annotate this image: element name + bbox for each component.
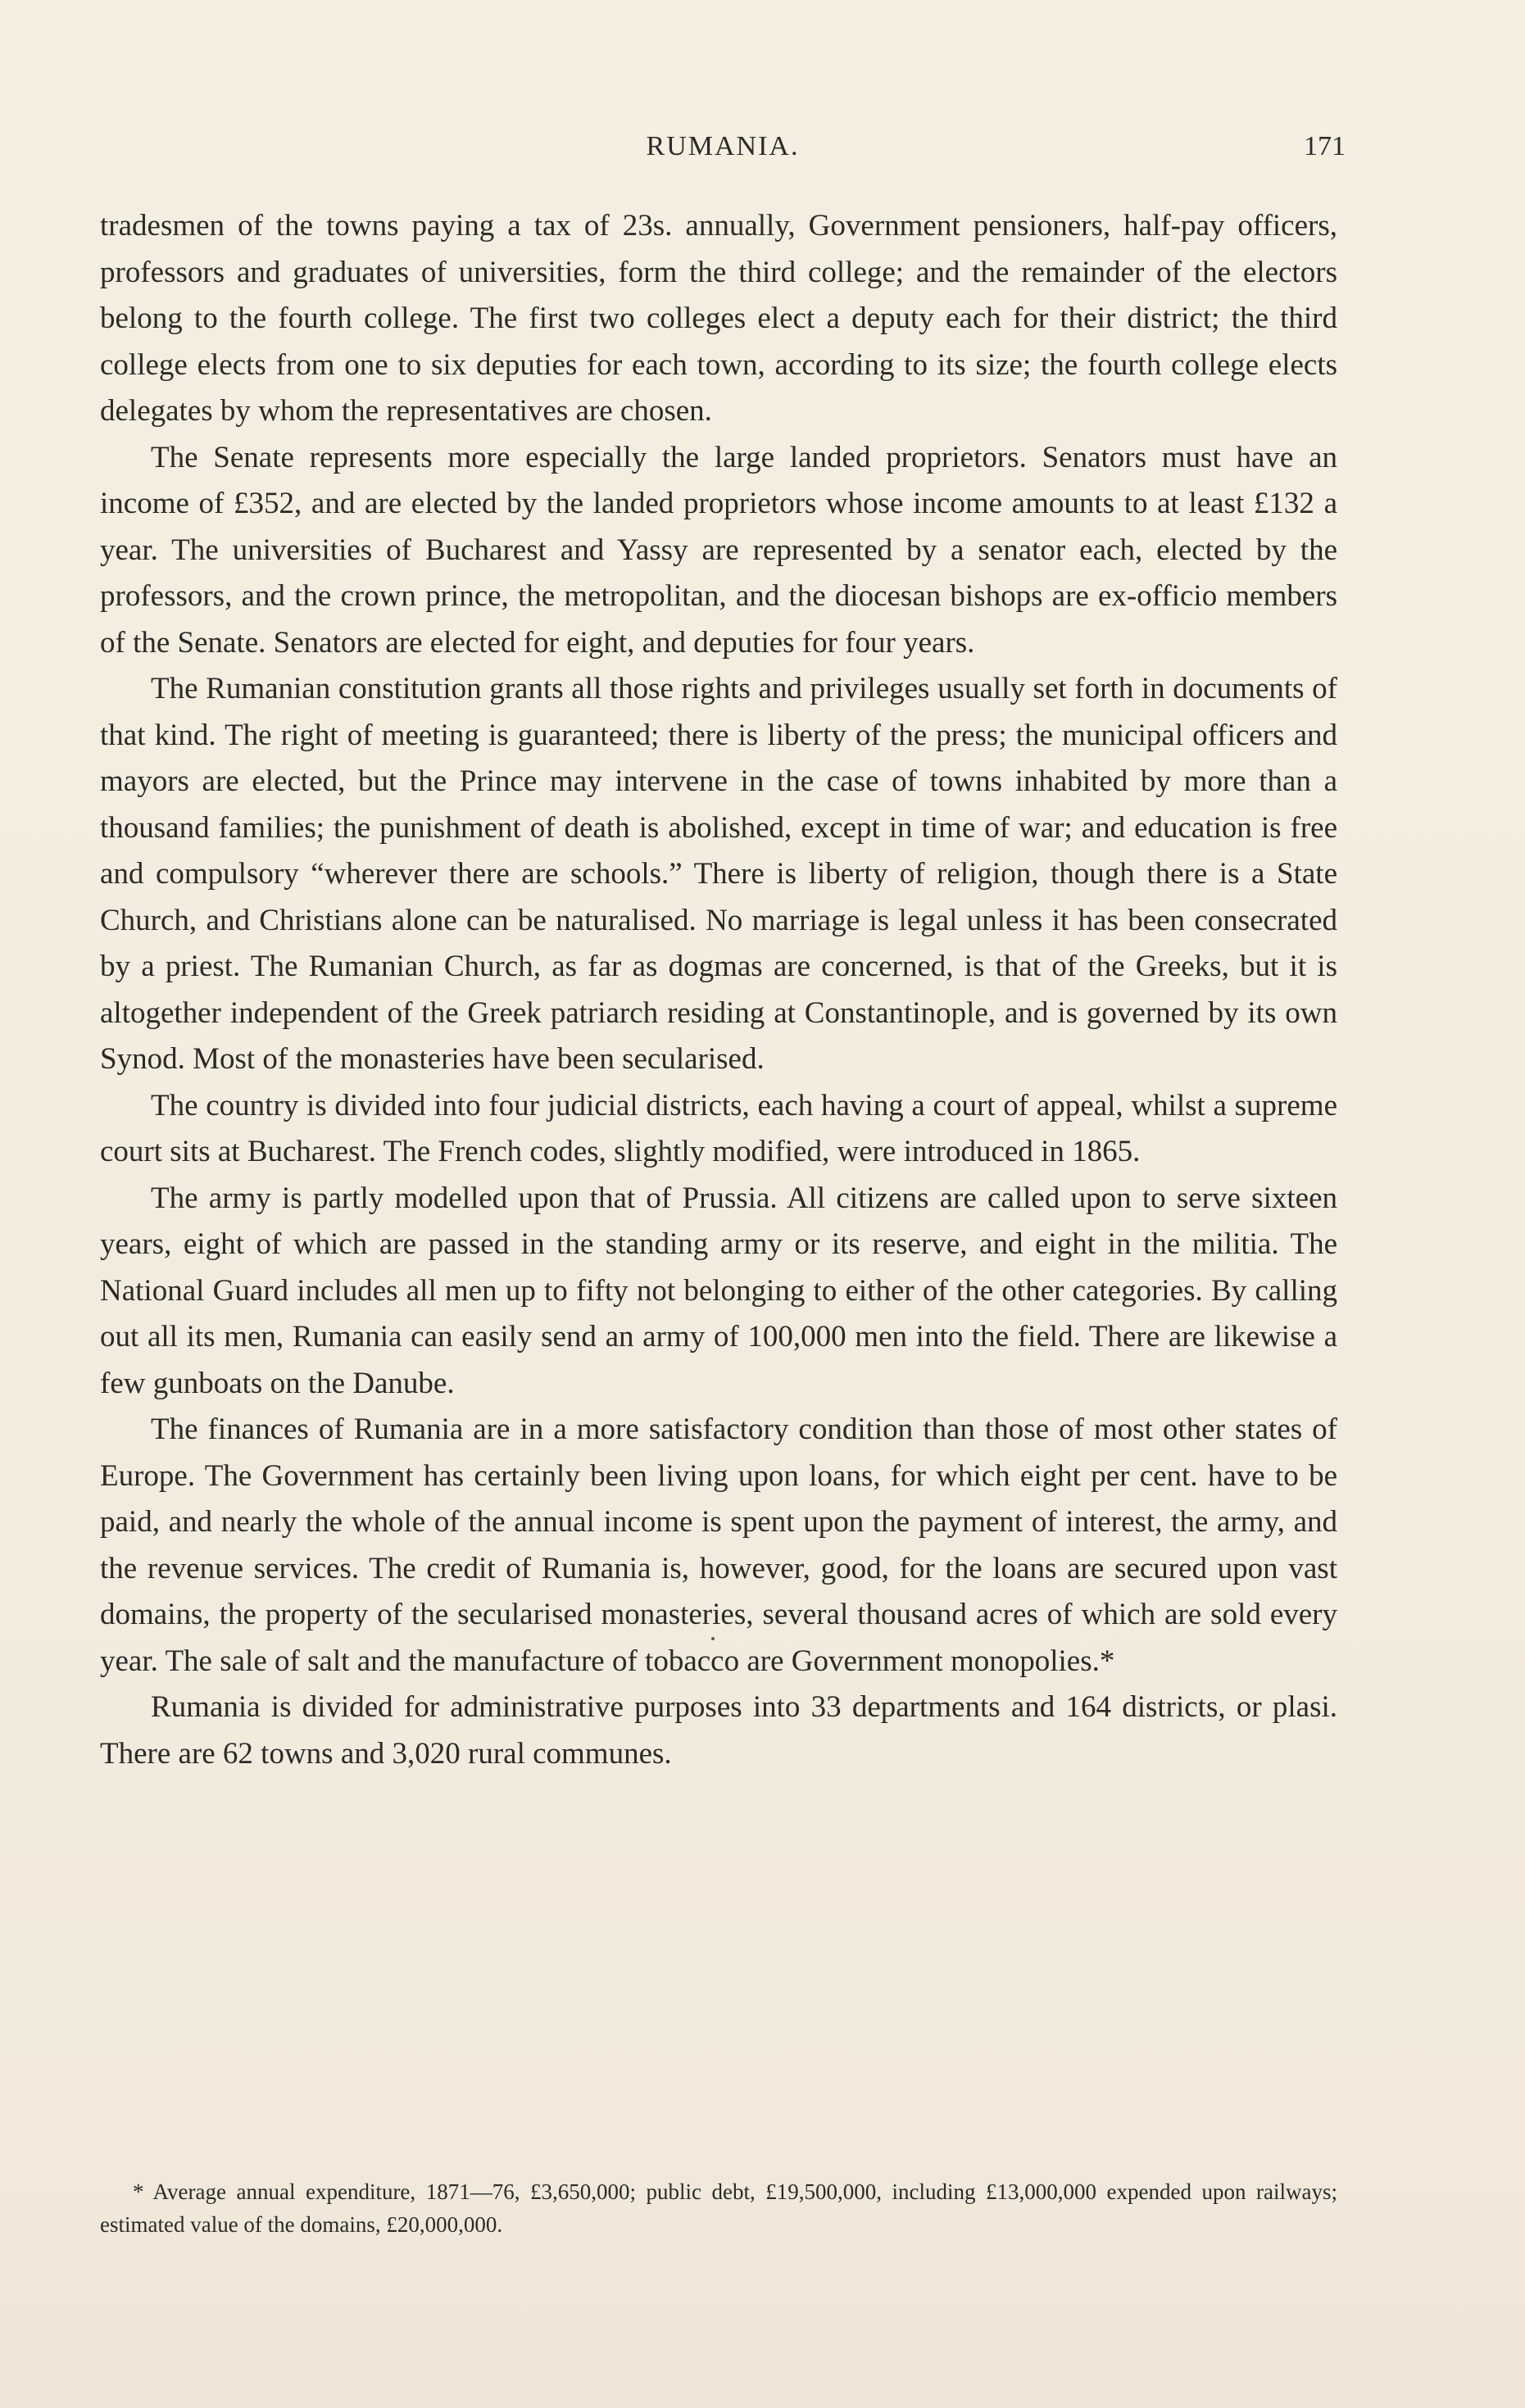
paragraph-5: The army is partly modelled upon that of Prussia. All citizens are called upon to serve sixteen years, eight of which are passed in the standing army or its reserve, and eight in the militia. The National Guard includes all men up to fifty not belonging to either of the other categories. By calling out all its men, Rumania can easily send an army of 100,000 men into the field. There are likewise a few gunboats on the Danube. bbox=[100, 1181, 1337, 1400]
paragraph-4: The country is divided into four judicial districts, each having a court of appeal, whilst a supreme court sits at Bucharest. The French codes, slightly modified, were introduced in 1865. bbox=[100, 1088, 1337, 1168]
page-header bbox=[100, 131, 1346, 172]
paragraph-6: The finances of Rumania are in a more satisfactory condition than those of most other states of Europe. The Government has certainly been living upon loans, for which eight per cent. have to be paid, and nearly the whole of the annual income is spent upon the payment of interest, the army, and the revenue services. The credit of Rumania is, however, good, for the loans are secured upon vast domains, the property of the secularised monasteries, several thousand acres of which are sold every year. The sale of salt and the manufacture of tobacco are Government monopolies.* bbox=[100, 1413, 1337, 1678]
paragraph-2: The Senate represents more especially the large landed proprietors. Senators must have an income of £352, and are elected by the landed proprietors whose income amounts to at least £132 a year. The universities of Bucharest and Yassy are represented by a senator each, elected by the professors, and the crown prince, the metropolitan, and the diocesan bishops are ex-officio members of the Senate. Senators are elected for eight, and deputies for four years. bbox=[100, 440, 1337, 660]
paragraph-7: Rumania is divided for administrative purposes into 33 departments and 164 districts, or plasi. There are 62 towns and 3,020 rural communes. bbox=[100, 1690, 1337, 1771]
paragraph-3: The Rumanian constitution grants all those rights and privileges usually set forth in documents of that kind. The right of meeting is guaranteed; there is liberty of the press; the municipal officers and mayors are elected, but the Prince may intervene in the case of towns inhabited by more than a thousand families; the punishment of death is abolished, except in time of war; and education is free and compulsory “wherever there are schools.” There is liberty of religion, though there is a State Church, and Christians alone can be naturalised. No marriage is legal unless it has been consecrated by a priest. The Rumanian Church, as far as dogmas are concerned, is that of the Greeks, but it is altogether independent of the Greek patriarch residing at Constantinople, and is governed by its own Synod. Most of the monasteries have been secularised. bbox=[100, 672, 1337, 1076]
footnote: * Average annual expenditure, 1871—76, £3,650,000; public debt, £19,500,000, including £13,000,000 expended upon railways; estimated value of the domains, £20,000,000. bbox=[100, 2179, 1337, 2237]
stray-ink-mark bbox=[711, 1637, 715, 1640]
running-head: RUMANIA. bbox=[646, 131, 800, 161]
body-text bbox=[100, 203, 1337, 1777]
page-number: 171 bbox=[1304, 131, 1346, 161]
paragraph-1: tradesmen of the towns paying a tax of 23s. annually, Government pensioners, half-pay officers, professors and graduates of universities, form the third college; and the remainder of the electors belong to the fourth college. The first two colleges elect a deputy each for their district; the third college elects from one to six deputies for each town, according to its size; the fourth college elects delegates by whom the representatives are chosen. bbox=[100, 209, 1337, 428]
